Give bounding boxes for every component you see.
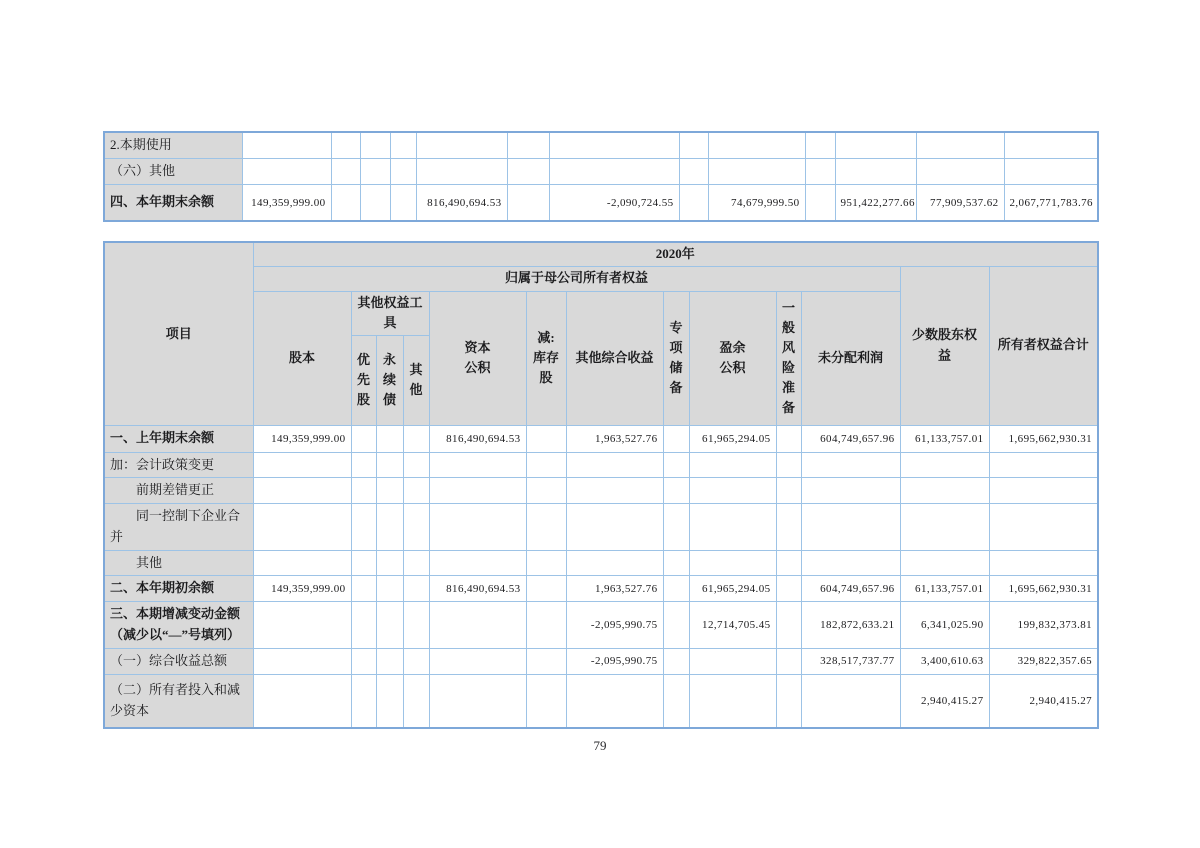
value-cell (801, 550, 900, 576)
value-cell: 1,695,662,930.31 (989, 425, 1098, 452)
col-header-other-equity-instruments: 其他权益工具 (351, 291, 429, 335)
value-cell: 951,422,277.66 (835, 184, 916, 221)
value-cell: 816,490,694.53 (429, 576, 526, 602)
value-cell (663, 550, 689, 576)
value-cell (253, 602, 351, 649)
value-cell (376, 504, 403, 551)
value-cell: -2,090,724.55 (549, 184, 679, 221)
col-header-item: 项目 (104, 242, 253, 425)
value-cell (253, 504, 351, 551)
value-cell (1004, 158, 1098, 184)
row-label: 一、上年期末余额 (104, 425, 253, 452)
value-cell (376, 648, 403, 674)
value-cell: 1,695,662,930.31 (989, 576, 1098, 602)
value-cell (351, 452, 376, 478)
value-cell (403, 674, 429, 728)
row-label: （六）其他 (104, 158, 242, 184)
value-cell (835, 158, 916, 184)
value-cell (360, 132, 390, 158)
value-cell (689, 674, 776, 728)
value-cell (351, 648, 376, 674)
col-header-other-instrument: 其他 (403, 335, 429, 425)
value-cell: 61,133,757.01 (900, 576, 989, 602)
value-cell (429, 602, 526, 649)
col-header-perpetual-bond: 永续债 (376, 335, 403, 425)
value-cell (801, 504, 900, 551)
value-cell: 149,359,999.00 (242, 184, 331, 221)
row-label: 其他 (104, 550, 253, 576)
value-cell (708, 132, 805, 158)
value-cell (663, 576, 689, 602)
row-label: 前期差错更正 (104, 478, 253, 504)
value-cell: 149,359,999.00 (253, 576, 351, 602)
value-cell (776, 504, 801, 551)
value-cell: -2,095,990.75 (566, 648, 663, 674)
value-cell (916, 158, 1004, 184)
table-row (104, 576, 1098, 602)
value-cell (253, 452, 351, 478)
value-cell (403, 478, 429, 504)
value-cell (526, 425, 566, 452)
value-cell (253, 648, 351, 674)
value-cell (331, 132, 360, 158)
value-cell (429, 674, 526, 728)
value-cell (403, 648, 429, 674)
value-cell: 61,965,294.05 (689, 576, 776, 602)
value-cell (805, 132, 835, 158)
value-cell (663, 425, 689, 452)
value-cell (776, 452, 801, 478)
value-cell: 2,940,415.27 (989, 674, 1098, 728)
equity-table-2020 (103, 241, 1099, 729)
value-cell (242, 158, 331, 184)
col-header-preferred-stock: 优先股 (351, 335, 376, 425)
value-cell (507, 158, 549, 184)
value-cell (429, 504, 526, 551)
value-cell (526, 452, 566, 478)
table-row (104, 425, 1098, 452)
value-cell: 61,133,757.01 (900, 425, 989, 452)
value-cell (566, 478, 663, 504)
col-header-less-treasury-stock: 减:库存股 (526, 291, 566, 425)
value-cell (689, 452, 776, 478)
value-cell (663, 504, 689, 551)
value-cell: 74,679,999.50 (708, 184, 805, 221)
value-cell (403, 452, 429, 478)
value-cell (776, 648, 801, 674)
value-cell (526, 576, 566, 602)
value-cell (989, 478, 1098, 504)
table-row (104, 602, 1098, 649)
col-header-year: 2020年 (253, 242, 1098, 266)
value-cell (351, 425, 376, 452)
table-row (104, 184, 1098, 221)
value-cell (429, 648, 526, 674)
col-header-minority-interest: 少数股东权益 (900, 266, 989, 425)
value-cell (351, 478, 376, 504)
table-row (104, 674, 1098, 728)
col-header-capital-reserve: 资本公积 (429, 291, 526, 425)
value-cell (989, 550, 1098, 576)
value-cell (801, 452, 900, 478)
value-cell (900, 504, 989, 551)
value-cell (351, 550, 376, 576)
value-cell (989, 452, 1098, 478)
value-cell (376, 576, 403, 602)
value-cell (360, 158, 390, 184)
value-cell: 816,490,694.53 (429, 425, 526, 452)
value-cell (776, 602, 801, 649)
value-cell (376, 452, 403, 478)
value-cell (526, 648, 566, 674)
value-cell (351, 576, 376, 602)
value-cell (416, 132, 507, 158)
value-cell (689, 550, 776, 576)
col-header-special-reserve: 专项储备 (663, 291, 689, 425)
value-cell (663, 452, 689, 478)
value-cell (253, 478, 351, 504)
value-cell (916, 132, 1004, 158)
value-cell (403, 602, 429, 649)
table-row (104, 478, 1098, 504)
value-cell: 329,822,357.65 (989, 648, 1098, 674)
value-cell (566, 452, 663, 478)
value-cell (549, 158, 679, 184)
value-cell: 61,965,294.05 (689, 425, 776, 452)
value-cell (242, 132, 331, 158)
value-cell (989, 504, 1098, 551)
header-row-year (104, 242, 1098, 266)
value-cell (376, 478, 403, 504)
value-cell (663, 602, 689, 649)
value-cell (776, 478, 801, 504)
value-cell (403, 425, 429, 452)
value-cell (708, 158, 805, 184)
table-row (104, 132, 1098, 158)
value-cell: 3,400,610.63 (900, 648, 989, 674)
value-cell (376, 602, 403, 649)
value-cell (776, 425, 801, 452)
page-number: 79 (593, 738, 607, 753)
value-cell (801, 674, 900, 728)
value-cell (776, 674, 801, 728)
value-cell: 1,963,527.76 (566, 425, 663, 452)
value-cell (429, 452, 526, 478)
value-cell (835, 132, 916, 158)
header-row-group (104, 266, 1098, 291)
value-cell (679, 132, 708, 158)
value-cell (689, 478, 776, 504)
col-header-general-risk-reserve: 一般风险准备 (776, 291, 801, 425)
row-label: 二、本年期初余额 (104, 576, 253, 602)
value-cell (526, 602, 566, 649)
value-cell (776, 550, 801, 576)
value-cell (566, 504, 663, 551)
value-cell (549, 132, 679, 158)
value-cell (689, 504, 776, 551)
value-cell (566, 550, 663, 576)
value-cell (416, 158, 507, 184)
value-cell (900, 478, 989, 504)
value-cell: 149,359,999.00 (253, 425, 351, 452)
value-cell (403, 576, 429, 602)
col-header-share-capital: 股本 (253, 291, 351, 425)
value-cell: 182,872,633.21 (801, 602, 900, 649)
value-cell: 2,940,415.27 (900, 674, 989, 728)
value-cell (331, 184, 360, 221)
value-cell (390, 132, 416, 158)
value-cell (351, 674, 376, 728)
row-label: 四、本年期末余额 (104, 184, 242, 221)
col-header-parent-equity-group: 归属于母公司所有者权益 (253, 266, 900, 291)
value-cell (390, 158, 416, 184)
table-row (104, 648, 1098, 674)
value-cell (801, 478, 900, 504)
col-header-total-equity: 所有者权益合计 (989, 266, 1098, 425)
value-cell (689, 648, 776, 674)
row-label: 加：会计政策变更 (104, 452, 253, 478)
value-cell (663, 674, 689, 728)
value-cell (376, 425, 403, 452)
table-row (104, 452, 1098, 478)
value-cell (679, 184, 708, 221)
value-cell (253, 550, 351, 576)
value-cell (376, 674, 403, 728)
value-cell (776, 576, 801, 602)
value-cell (526, 504, 566, 551)
table-row (104, 504, 1098, 551)
value-cell (900, 550, 989, 576)
value-cell (507, 184, 549, 221)
value-cell: 199,832,373.81 (989, 602, 1098, 649)
col-header-retained-profit: 未分配利润 (801, 291, 900, 425)
row-label: （二）所有者投入和减少资本 (104, 674, 253, 728)
value-cell (360, 184, 390, 221)
value-cell (331, 158, 360, 184)
value-cell: 328,517,737.77 (801, 648, 900, 674)
value-cell: 2,067,771,783.76 (1004, 184, 1098, 221)
value-cell: 6,341,025.90 (900, 602, 989, 649)
value-cell: 816,490,694.53 (416, 184, 507, 221)
value-cell: -2,095,990.75 (566, 602, 663, 649)
value-cell (403, 504, 429, 551)
row-label: 三、本期增减变动金额（减少以“—”号填列） (104, 602, 253, 649)
value-cell: 77,909,537.62 (916, 184, 1004, 221)
value-cell (663, 648, 689, 674)
value-cell (390, 184, 416, 221)
value-cell (253, 674, 351, 728)
value-cell (1004, 132, 1098, 158)
row-label: （一）综合收益总额 (104, 648, 253, 674)
col-header-surplus-reserve: 盈余公积 (689, 291, 776, 425)
value-cell (566, 674, 663, 728)
value-cell (376, 550, 403, 576)
value-cell (429, 550, 526, 576)
value-cell (679, 158, 708, 184)
value-cell (900, 452, 989, 478)
value-cell: 1,963,527.76 (566, 576, 663, 602)
value-cell (526, 550, 566, 576)
table-row (104, 550, 1098, 576)
value-cell (403, 550, 429, 576)
value-cell (805, 184, 835, 221)
value-cell (663, 478, 689, 504)
value-cell (507, 132, 549, 158)
table-row (104, 158, 1098, 184)
value-cell: 604,749,657.96 (801, 425, 900, 452)
col-header-other-comprehensive-income: 其他综合收益 (566, 291, 663, 425)
value-cell (429, 478, 526, 504)
value-cell (805, 158, 835, 184)
value-cell: 604,749,657.96 (801, 576, 900, 602)
value-cell (526, 478, 566, 504)
value-cell (526, 674, 566, 728)
row-label: 2.本期使用 (104, 132, 242, 158)
value-cell (351, 504, 376, 551)
value-cell (351, 602, 376, 649)
value-cell: 12,714,705.45 (689, 602, 776, 649)
equity-table-continued (103, 131, 1099, 222)
row-label: 同一控制下企业合并 (104, 504, 253, 551)
